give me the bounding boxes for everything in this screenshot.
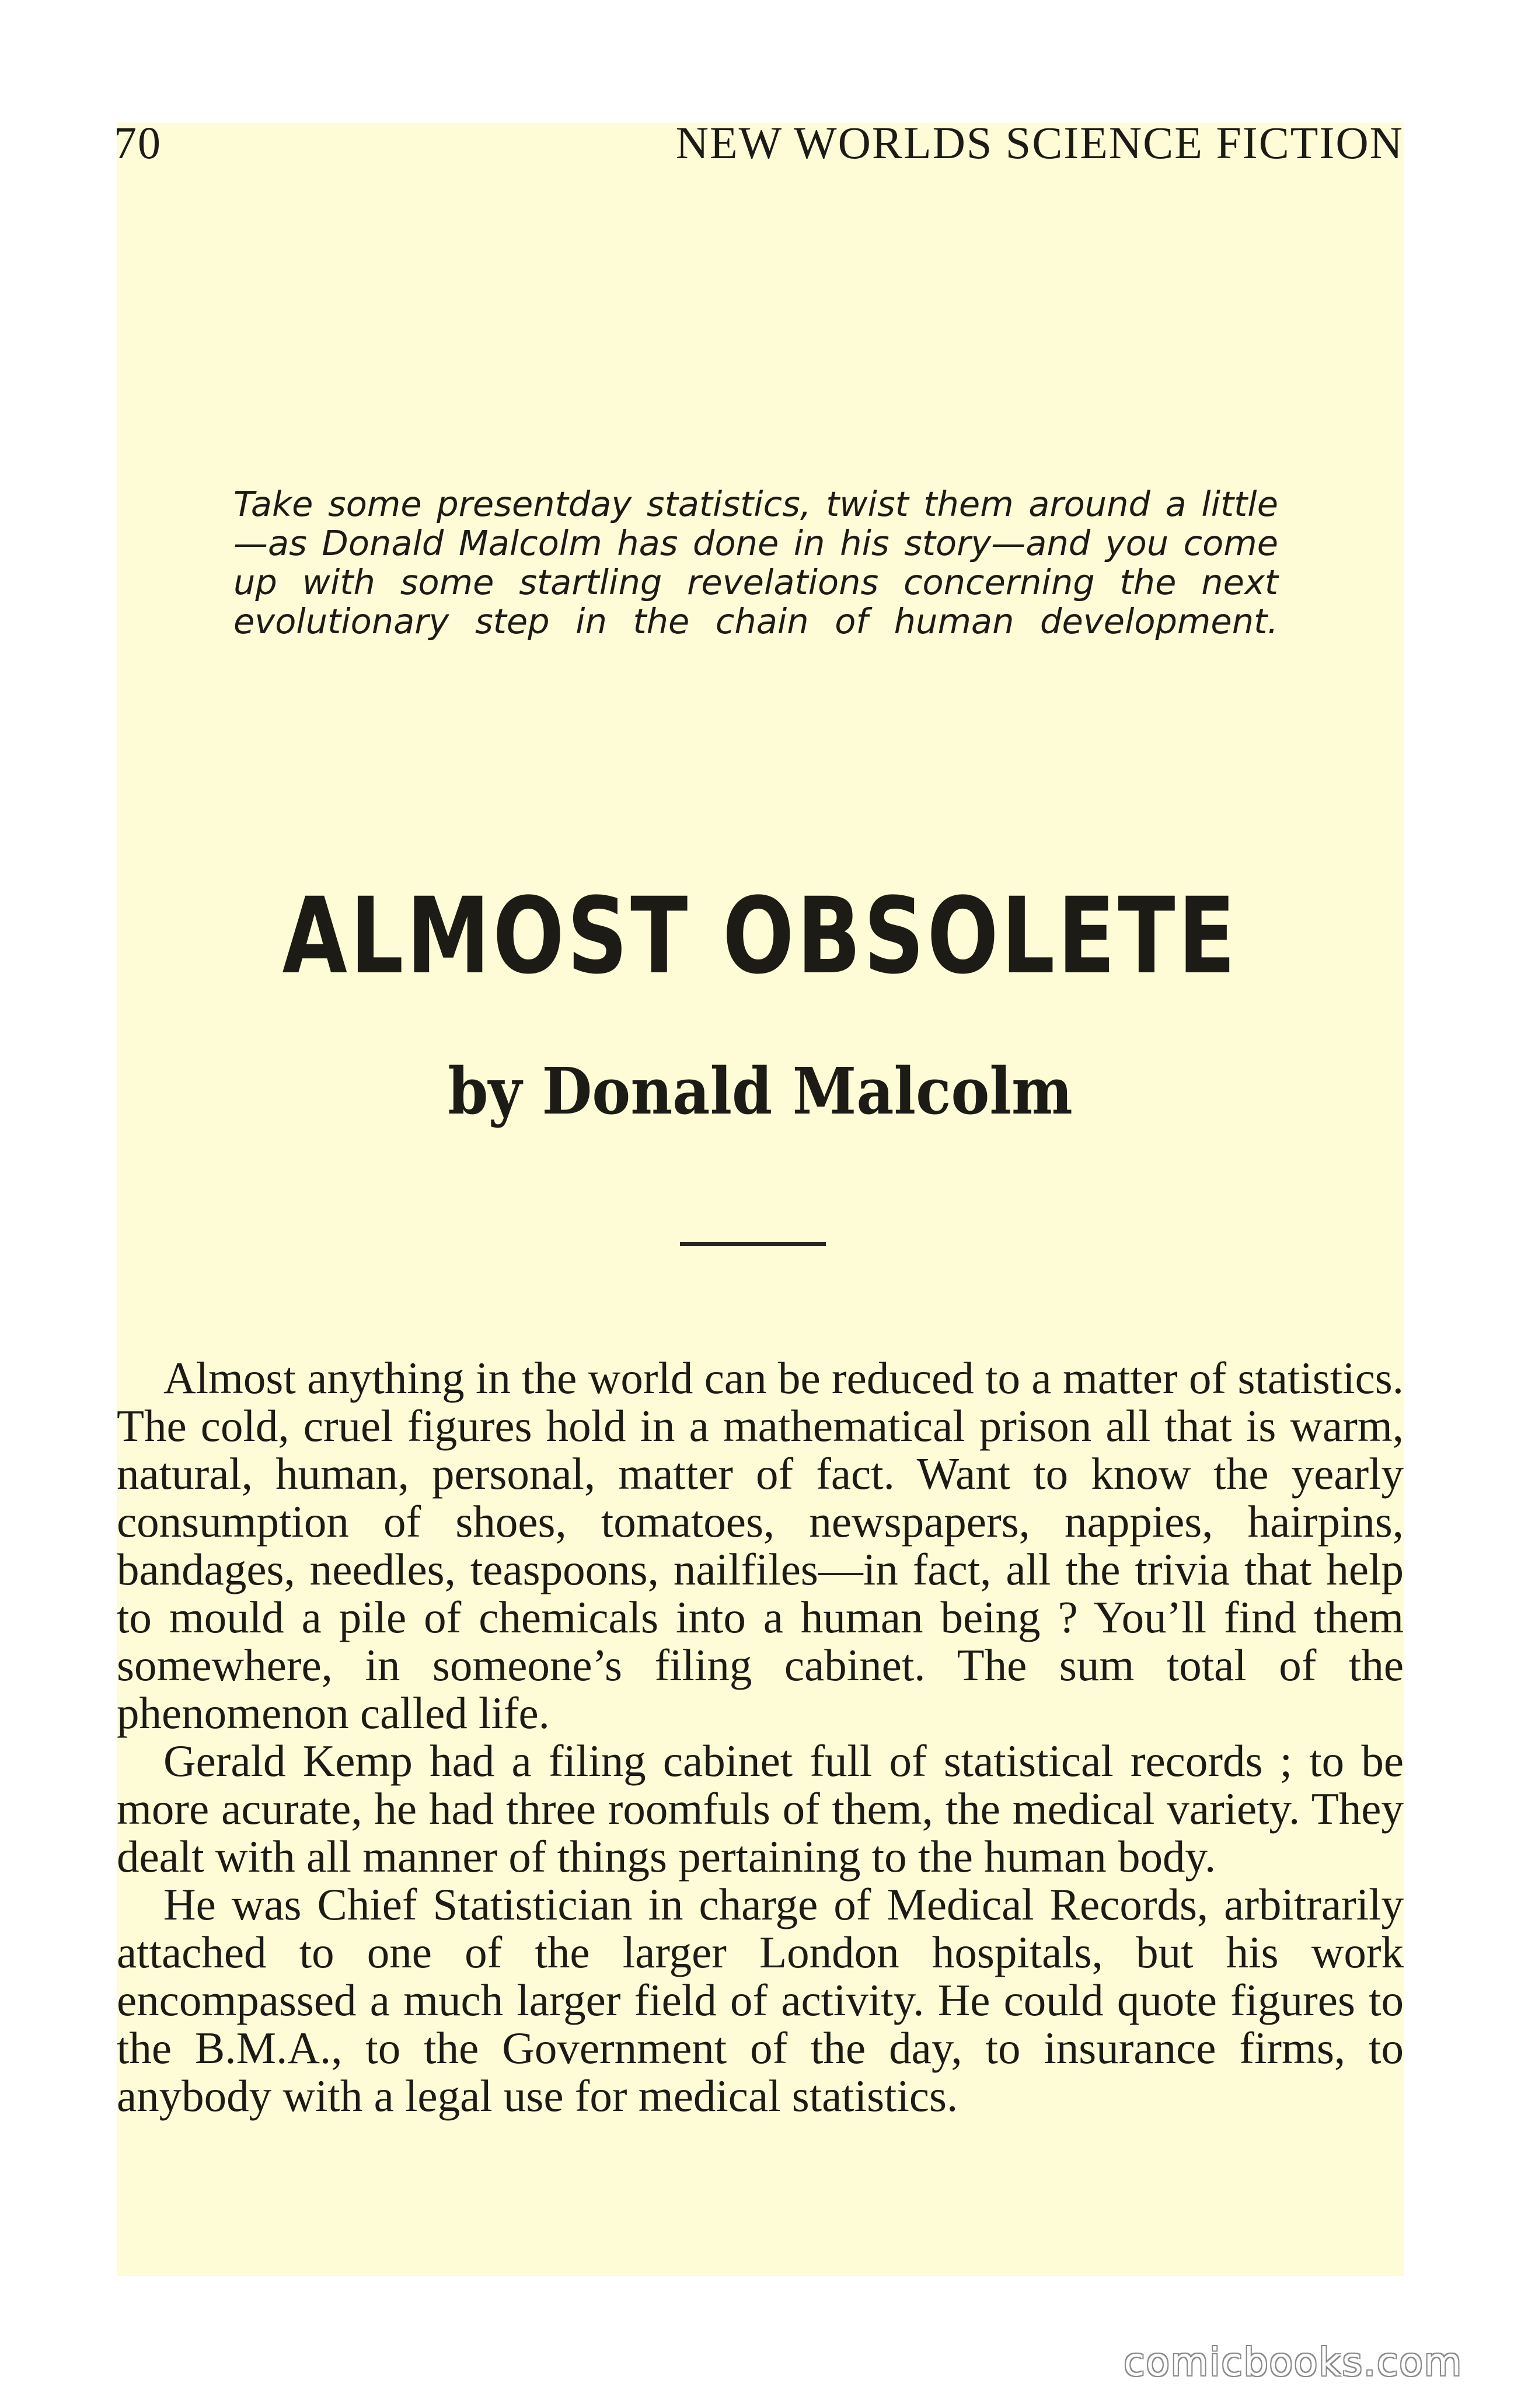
story-body [117,1354,1404,2120]
story-blurb: Take some presentday statistics, twist them around a little —as Donald Malcolm has done in his story—and you come up with some startling revelations concerning the next evolutionary step in the chain of human development. [233,484,1278,641]
body-paragraph: He was Chief Statistician in charge of Medical Records, arbitrarily attached to one of the larger London hospitals, but his work encompassed a much larger field of activity. He could quote figures to the B.M.A., to the Government of the day, to insurance firms, to anybody with a legal use for medical statistics. [117,1879,1404,2121]
story-title: ALMOST OBSOLETE [282,875,1239,997]
watermark: comicbooks.com [1124,2340,1463,2385]
body-paragraph: Gerald Kemp had a filing cabinet full of statistical records ; to be more acurate, he had three roomfuls of them, the medical variety. They dealt with all manner of things pertaining to the human body. [117,1736,1404,1882]
section-divider [680,1242,826,1246]
page-number: 70 [114,117,162,168]
magazine-title: NEW WORLDS SCIENCE FICTION [675,117,1404,168]
byline: by Donald Malcolm [448,1053,1073,1129]
running-head [114,117,1404,181]
body-paragraph: Almost anything in the world can be reduced to a matter of statistics. The cold, cruel figures hold in a mathematical prison all that is warm, natural, human, personal, matter of fact. Want to know the yearly consumption of shoes, tomatoes, newspapers, nappies, hairpins, bandages, needles, teaspoons, nailfiles—in fact, all the trivia that help to mould a pile of chemicals into a human being ? You’ll find them somewhere, in someone’s filing cabinet. The sum total of the phenomenon called life. [117,1353,1404,1738]
